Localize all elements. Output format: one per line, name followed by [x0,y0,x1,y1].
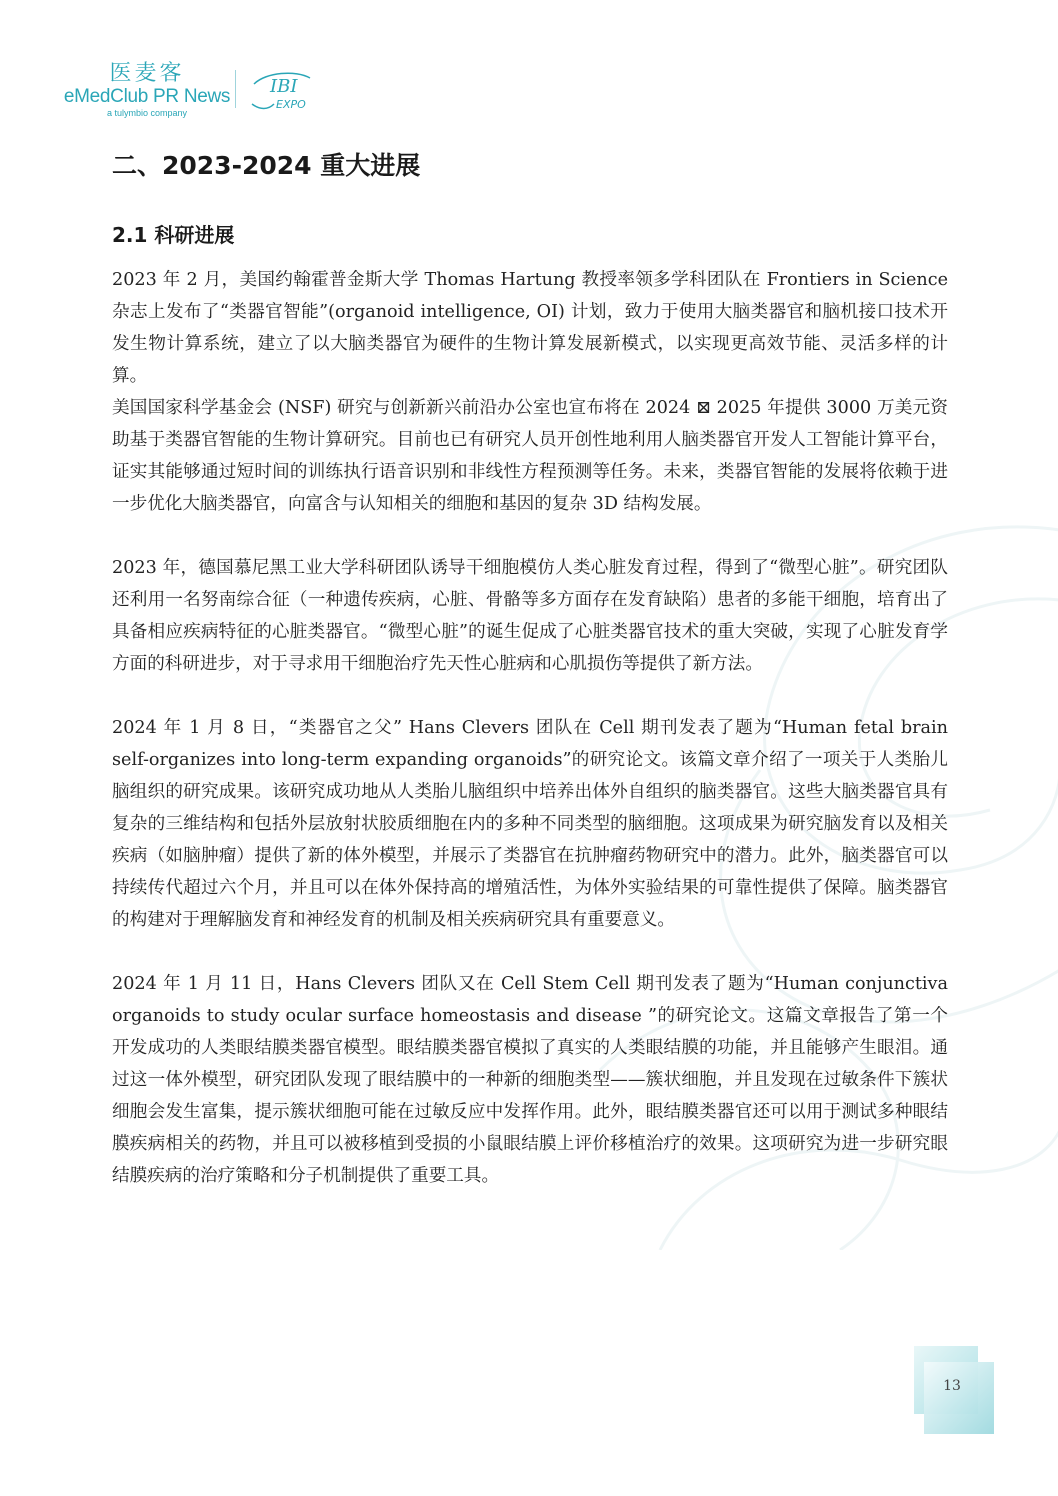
expo-logo-text: IBI [270,76,298,97]
logo-chinese-name: 医麦客 [109,61,185,86]
page-number: 13 [943,1378,961,1394]
paragraph: 美国国家科学基金会 (NSF) 研究与创新新兴前沿办公室也宣布将在 2024 ⊠ 2025 年提供 3000 万美元资助基于类器官智能的生物计算研究。目前也已有研究人员开创性地利用人脑类器官开发人工智能计算平台，证实其能够通过短时间的训练执行语音识别和非线性方程预测等任务。未来，类器官智能的发展将依赖于进一步优化大脑类器官，向富含与认知相关的细胞和基因的复杂 3D 结构发展。 [112,398,948,514]
page-tab [924,1362,994,1434]
ibi-expo-logo [246,64,318,114]
logo-subtitle: a tulymbio company [106,108,188,118]
article-body [112,264,948,1192]
logo-divider [235,70,236,108]
emedclub-logo [62,62,232,118]
paragraph: 2024 年 1 月 11 日，Hans Clevers 团队又在 Cell Stem Cell 期刊发表了题为“Human conjunctiva organoids to study ocular surface homeostasis and disease ”的研究论文。这篇文章报告了第一个开发成功的人类眼结膜类器官模型。眼结膜类器官模拟了真实的人类眼结膜的功能，并且能够产生眼泪。通过这一体外模型，研究团队发现了眼结膜中的一种新的细胞类型——簇状细胞，并且发现在过敏条件下簇状细胞会发生富集，提示簇状细胞可能在过敏反应中发挥作用。此外，眼结膜类器官还可以用于测试多种眼结膜疾病相关的药物，并且可以被移植到受损的小鼠眼结膜上评价移植治疗的效果。这项研究为进一步研究眼结膜疾病的治疗策略和分子机制提供了重要工具。 [112,974,948,1186]
subsection-title: 2.1 科研进展 [112,223,235,247]
paragraph: 2024 年 1 月 8 日，“类器官之父” Hans Clevers 团队在 Cell 期刊发表了题为“Human fetal brain self-organizes into long-term expanding organoids”的研究论文。该篇文章介绍了一项关于人类胎儿脑组织的研究成果。该研究成功地从人类胎儿脑组织中培养出体外自组织的脑类器官。这些大脑类器官具有复杂的三维结构和包括外层放射状胶质细胞在内的多种不同类型的脑细胞。这项成果为研究脑发育以及相关疾病（如脑肿瘤）提供了新的体外模型，并展示了类器官在抗肿瘤药物研究中的潜力。此外，脑类器官可以持续传代超过六个月，并且可以在体外保持高的增殖活性，为体外实验结果的可靠性提供了保障。脑类器官的构建对于理解脑发育和神经发育的机制及相关疾病研究具有重要意义。 [112,718,948,930]
section-title: 二、2023-2024 重大进展 [112,151,421,180]
paragraph: 2023 年 2 月，美国约翰霍普金斯大学 Thomas Hartung 教授率领多学科团队在 Frontiers in Science 杂志上发布了“类器官智能”(organoid intelligence, OI) 计划，致力于使用大脑类器官和脑机接口技术开发生物计算系统，建立了以大脑类器官为硬件的生物计算发展新模式，以实现更高效节能、灵活多样的计算。 [112,270,948,386]
paragraph: 2023 年，德国慕尼黑工业大学科研团队诱导干细胞模仿人类心脏发育过程，得到了“微型心脏”。研究团队还利用一名努南综合征（一种遗传疾病，心脏、骨骼等多方面存在发育缺陷）患者的多能干细胞，培育出了具备相应疾病特征的心脏类器官。“微型心脏”的诞生促成了心脏类器官技术的重大突破，实现了心脏发育学方面的科研进步，对于寻求用干细胞治疗先天性心脏病和心肌损伤等提供了新方法。 [112,558,948,674]
logo-english-name: eMedClub PR News [63,86,231,107]
expo-logo-subtext: EXPO [276,98,306,111]
